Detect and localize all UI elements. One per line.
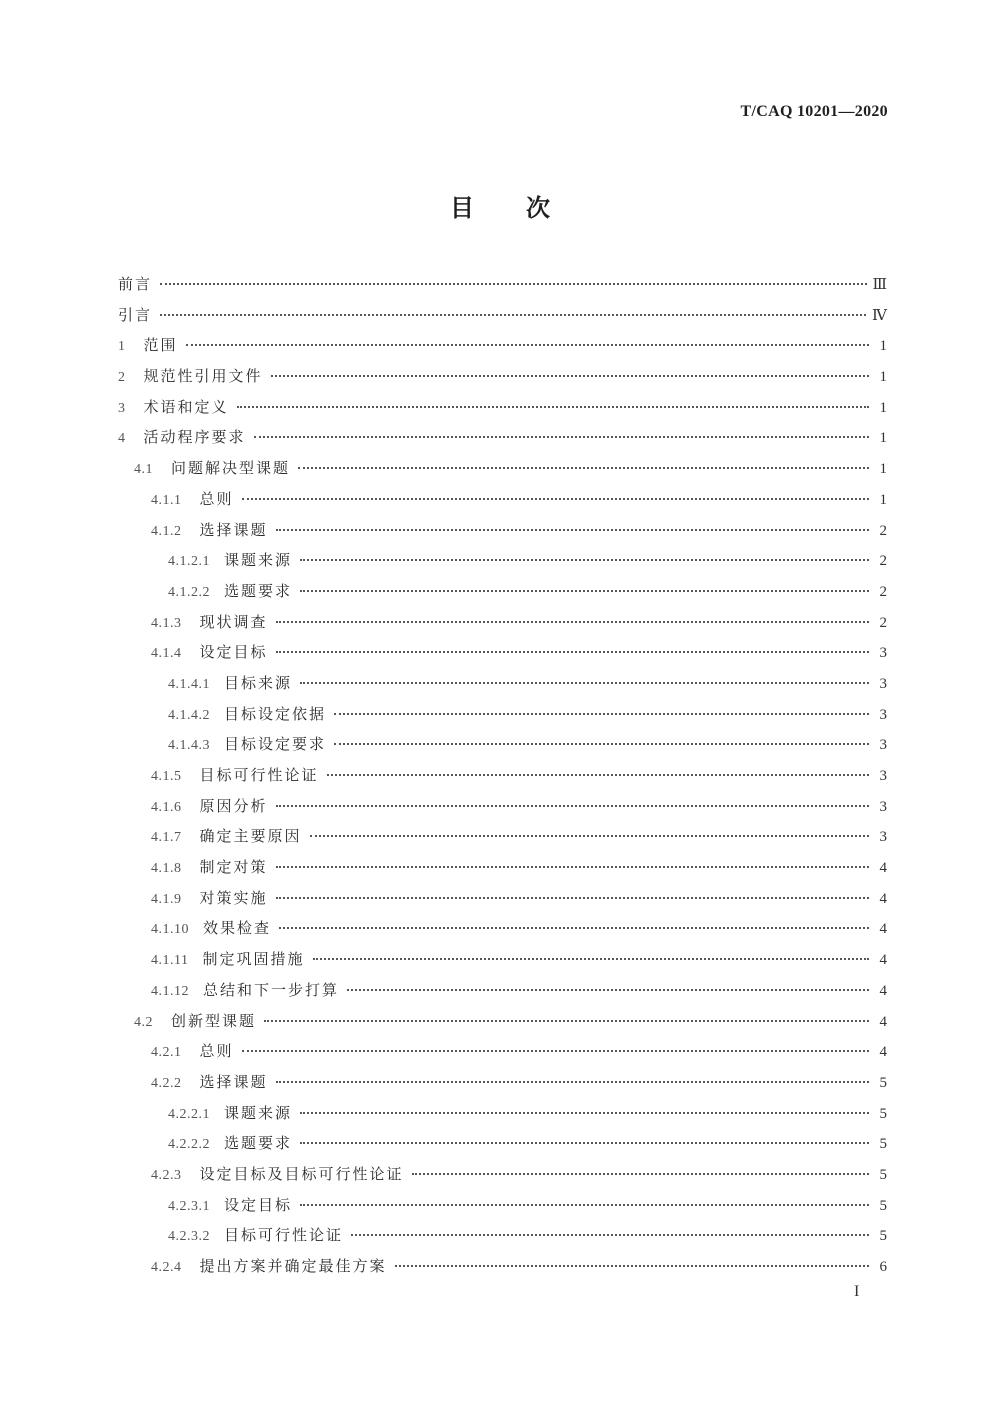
toc-entry-label: 目标设定依据: [224, 704, 327, 723]
toc-entry-label: 术语和定义: [143, 397, 229, 416]
toc-entry-label: 创新型课题: [171, 1011, 257, 1030]
toc-entry-page: 5: [879, 1074, 887, 1091]
toc-entry-number: 4.2: [134, 1014, 153, 1030]
dot-leader: [300, 559, 869, 561]
toc-entry-label: 设定目标: [224, 1195, 293, 1214]
toc-entry-number: 4: [118, 431, 126, 447]
toc-entry-label: 课题来源: [224, 1103, 293, 1122]
standard-number: T/CAQ 10201—2020: [740, 103, 888, 120]
toc-entry[interactable]: [118, 576, 887, 607]
toc-entry-page: 3: [879, 798, 887, 815]
toc-entry-page: 1: [879, 399, 887, 416]
toc-entry-page: 5: [879, 1197, 887, 1214]
dot-leader: [351, 1234, 869, 1236]
toc-entry-label: 选题要求: [224, 1134, 293, 1153]
toc-entry-label: 制定对策: [199, 858, 268, 877]
toc-entry[interactable]: [118, 515, 887, 546]
toc-entry-label: 现状调查: [199, 612, 268, 631]
dot-leader: [276, 1081, 869, 1083]
toc-entry-page: 2: [879, 522, 887, 539]
toc-entry-page: 4: [879, 890, 887, 907]
toc-entry-label: 设定目标及目标可行性论证: [199, 1164, 404, 1183]
toc-entry-page: 3: [879, 706, 887, 723]
dot-leader: [276, 866, 869, 868]
toc-entry-number: 4.1.11: [151, 953, 189, 969]
toc-entry[interactable]: [118, 300, 887, 331]
dot-leader: [276, 651, 869, 653]
toc-entry[interactable]: [118, 760, 887, 791]
toc-entry-page: 3: [879, 737, 887, 754]
toc-entry-page: 2: [879, 553, 887, 570]
toc-entry-number: 4.2.2.1: [168, 1106, 210, 1122]
toc-entry-page: 5: [879, 1105, 887, 1122]
page-number: I: [854, 1283, 860, 1300]
toc-entry[interactable]: [118, 1128, 887, 1159]
toc-entry[interactable]: [118, 1190, 887, 1221]
toc-entry-number: 4.1.7: [151, 830, 182, 846]
toc-entry-page: 1: [879, 369, 887, 386]
toc-entry[interactable]: [118, 330, 887, 361]
toc-entry-page: 1: [879, 491, 887, 508]
toc-entry[interactable]: [118, 1036, 887, 1067]
toc-entry-number: 4.2.3.1: [168, 1198, 210, 1214]
dot-leader: [300, 1142, 869, 1144]
toc-entry-label: 活动程序要求: [143, 428, 246, 447]
toc-entry-page: 4: [879, 1013, 887, 1030]
dot-leader: [242, 498, 869, 500]
dot-leader: [264, 1020, 869, 1022]
toc-entry-label: 目标可行性论证: [199, 766, 319, 784]
toc-entry[interactable]: [118, 1159, 887, 1190]
toc-entry-page: 5: [879, 1166, 887, 1183]
toc-entry-label: 选择课题: [199, 1072, 268, 1091]
toc-entry[interactable]: [118, 821, 887, 852]
toc-entry-page: 1: [879, 430, 887, 447]
dot-leader: [395, 1265, 869, 1267]
dot-leader: [276, 897, 869, 899]
toc-entry-number: 4.2.3: [151, 1167, 182, 1183]
toc-entry-number: 4.1.3: [151, 615, 182, 631]
dot-leader: [300, 1112, 869, 1114]
dot-leader: [327, 774, 869, 776]
toc-entry-label: 总则: [199, 1042, 234, 1061]
toc-entry-label: 设定目标: [199, 643, 268, 662]
dot-leader: [334, 713, 869, 715]
toc-entry[interactable]: [118, 453, 887, 484]
toc-entry[interactable]: [118, 637, 887, 668]
dot-leader: [300, 682, 869, 684]
toc-entry-page: 3: [879, 829, 887, 846]
toc-entry-label: 目标可行性论证: [224, 1226, 344, 1245]
toc-entry[interactable]: [118, 944, 887, 975]
toc-entry-number: 2: [118, 370, 126, 386]
dot-leader: [160, 283, 867, 285]
toc-entry[interactable]: [118, 1067, 887, 1098]
toc-entry-page: 3: [879, 675, 887, 692]
toc-entry-label: 选择课题: [199, 520, 268, 539]
toc-entry-number: 4.2.2: [151, 1075, 182, 1091]
toc-entry-label: 范围: [143, 336, 178, 355]
toc-entry-page: Ⅲ: [872, 277, 887, 293]
toc-entry[interactable]: [118, 852, 887, 883]
toc-entry-label: 提出方案并确定最佳方案: [199, 1257, 387, 1275]
toc-entry[interactable]: [118, 269, 887, 300]
dot-leader: [310, 835, 869, 837]
toc-entry-page: 4: [879, 982, 887, 999]
toc-entry[interactable]: [118, 913, 887, 944]
dot-leader: [300, 1204, 869, 1206]
dot-leader: [276, 805, 869, 807]
toc-entry-label: 课题来源: [224, 551, 293, 570]
toc-entry-number: 4.1.4.1: [168, 676, 210, 692]
toc-entry-number: 4.1.12: [151, 983, 189, 999]
toc-entry-page: 1: [879, 338, 887, 355]
toc-entry-label: 引言: [118, 305, 153, 324]
toc-entry[interactable]: [118, 729, 887, 760]
toc-entry-label: 原因分析: [199, 796, 268, 815]
dot-leader: [271, 375, 869, 377]
toc-entry[interactable]: [118, 791, 887, 822]
table-of-contents: [118, 269, 887, 1282]
toc-entry-page: 4: [879, 921, 887, 938]
toc-entry[interactable]: [118, 699, 887, 730]
toc-entry-number: 4.1.5: [151, 769, 182, 784]
toc-entry-number: 1: [118, 339, 126, 355]
toc-entry-number: 4.1.4.2: [168, 707, 210, 723]
toc-entry-page: 6: [879, 1259, 887, 1275]
dot-leader: [334, 743, 869, 745]
toc-entry-page: 2: [879, 583, 887, 600]
toc-entry-label: 对策实施: [199, 888, 268, 907]
toc-entry-label: 总结和下一步打算: [203, 980, 340, 999]
toc-entry-label: 总则: [199, 489, 234, 508]
toc-entry[interactable]: [118, 1220, 887, 1251]
toc-entry-page: Ⅳ: [872, 307, 887, 324]
toc-entry-number: 4.1.10: [151, 922, 189, 938]
dot-leader: [279, 927, 869, 929]
toc-entry-number: 4.1.2.1: [168, 554, 210, 570]
toc-entry[interactable]: [118, 668, 887, 699]
dot-leader: [242, 1050, 869, 1052]
toc-entry[interactable]: [118, 484, 887, 515]
toc-entry-number: 4.1.1: [151, 492, 182, 508]
toc-entry-number: 4.2.3.2: [168, 1229, 210, 1245]
toc-entry[interactable]: [118, 1098, 887, 1129]
dot-leader: [347, 989, 869, 991]
toc-entry-page: 4: [879, 1044, 887, 1061]
toc-entry-label: 问题解决型课题: [171, 459, 291, 478]
toc-entry-number: 4.2.4: [151, 1260, 182, 1275]
toc-entry-number: 4.2.2.2: [168, 1137, 210, 1153]
toc-entry-number: 4.2.1: [151, 1045, 182, 1061]
dot-leader: [300, 590, 869, 592]
toc-entry[interactable]: [118, 1006, 887, 1037]
toc-entry[interactable]: [118, 883, 887, 914]
toc-entry-page: 3: [879, 768, 887, 784]
toc-entry[interactable]: [118, 392, 887, 423]
toc-entry-number: 4.1.8: [151, 861, 182, 877]
toc-entry-number: 4.1.4: [151, 646, 182, 662]
toc-entry-number: 4.1.2: [151, 523, 182, 539]
toc-entry-page: 2: [879, 614, 887, 631]
toc-entry[interactable]: [118, 361, 887, 392]
dot-leader: [298, 467, 869, 469]
dot-leader: [313, 958, 870, 960]
toc-entry[interactable]: [118, 1251, 887, 1282]
dot-leader: [237, 406, 869, 408]
toc-entry-number: 4.1.2.2: [168, 584, 210, 600]
toc-entry-number: 4.1.6: [151, 799, 182, 815]
toc-entry[interactable]: [118, 607, 887, 638]
toc-entry[interactable]: [118, 975, 887, 1006]
toc-entry-label: 确定主要原因: [199, 827, 302, 846]
dot-leader: [412, 1173, 869, 1175]
toc-entry-label: 目标设定要求: [224, 735, 327, 754]
toc-entry-number: 4.1: [134, 462, 153, 478]
dot-leader: [186, 344, 869, 346]
toc-entry-number: 4.1.4.3: [168, 738, 210, 754]
toc-entry-label: 制定巩固措施: [202, 950, 305, 969]
dot-leader: [276, 621, 869, 623]
toc-entry-label: 前言: [118, 275, 153, 293]
toc-entry-label: 目标来源: [224, 673, 293, 692]
dot-leader: [160, 314, 866, 316]
page-title: 目次: [450, 194, 602, 222]
toc-entry[interactable]: [118, 545, 887, 576]
dot-leader: [276, 529, 869, 531]
dot-leader: [254, 436, 869, 438]
toc-entry-label: 效果检查: [203, 919, 272, 938]
toc-entry-page: 4: [879, 952, 887, 969]
toc-entry-label: 选题要求: [224, 581, 293, 600]
toc-entry-page: 3: [879, 645, 887, 662]
toc-entry-page: 5: [879, 1136, 887, 1153]
toc-entry-page: 1: [879, 461, 887, 478]
toc-entry-page: 4: [879, 860, 887, 877]
toc-entry-number: 3: [118, 400, 126, 416]
toc-entry-number: 4.1.9: [151, 891, 182, 907]
toc-entry-page: 5: [879, 1228, 887, 1245]
toc-entry[interactable]: [118, 422, 887, 453]
toc-entry-label: 规范性引用文件: [143, 367, 263, 386]
